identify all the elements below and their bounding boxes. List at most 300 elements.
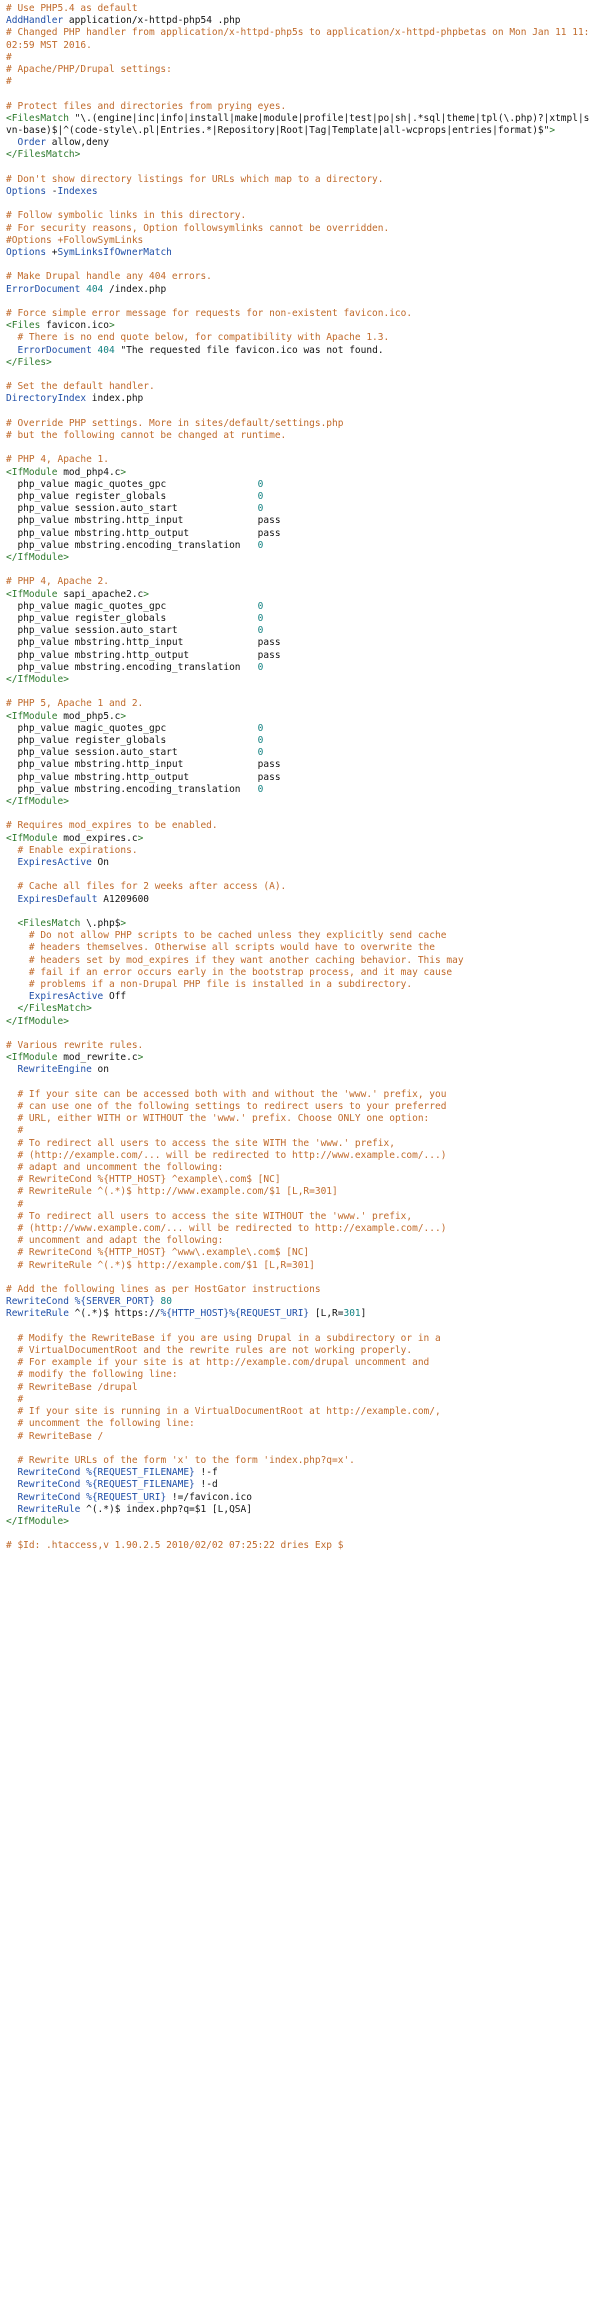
code-directive: RewriteCond: [17, 1467, 81, 1479]
code-line: [6, 698, 594, 710]
code-line: [6, 1150, 594, 1162]
code-text: php_value session.auto_start: [6, 503, 258, 515]
code-line: [6, 1540, 594, 1552]
code-line: [6, 1235, 594, 1247]
code-directive: DirectoryIndex: [6, 393, 87, 405]
code-text: php_value mbstring.http_input pass: [6, 515, 281, 527]
code-line: [6, 1040, 594, 1052]
code-line: [6, 601, 594, 613]
code-line: [6, 1504, 594, 1516]
code-line: [6, 869, 594, 881]
code-text: [6, 918, 17, 929]
code-line: [6, 1186, 594, 1198]
code-comment: #Options +FollowSymLinks: [6, 234, 144, 246]
code-line: [6, 540, 594, 552]
code-tag: <Files: [6, 320, 41, 332]
code-directive: ExpiresActive: [17, 857, 92, 869]
code-comment: #: [6, 51, 12, 63]
code-comment: #: [6, 1198, 24, 1210]
code-line: [6, 1308, 594, 1320]
code-comment: # Requires mod_expires to be enabled.: [6, 820, 218, 832]
code-line: [6, 430, 594, 442]
code-line: [6, 930, 594, 942]
code-comment: # $Id: .htaccess,v 1.90.2.5 2010/02/02 07:25:22 dries Exp $: [6, 1540, 344, 1552]
code-text: php_value mbstring.http_output pass: [6, 771, 281, 783]
code-line: [6, 210, 594, 222]
code-line: [6, 88, 594, 100]
code-number: 301: [343, 1308, 361, 1320]
code-comment: # There is no end quote below, for compatibility with Apache 1.3.: [6, 332, 390, 344]
code-line: [6, 467, 594, 479]
code-line: [6, 808, 594, 820]
code-line: [6, 1174, 594, 1186]
code-text: php_value mbstring.encoding_translation: [6, 539, 258, 551]
code-line: [6, 1357, 594, 1369]
code-number: 0: [257, 600, 264, 612]
code-text: !-f: [194, 1467, 218, 1479]
code-line: [6, 845, 594, 857]
code-text: "\.(engine|inc|info|install|make|module|profile|test|po|sh|.*sql|theme|tpl(\.php)?|xtmpl|svn-base)$|^(code-style\.pl|Entries.*|Repository|Root|Tag|Template|all-wcprops|entries|format)$": [6, 112, 590, 137]
code-directive: ErrorDocument: [6, 283, 81, 295]
code-number: 0: [257, 503, 264, 515]
code-directive: AddHandler: [6, 15, 64, 27]
code-comment: # Set the default handler.: [6, 381, 155, 393]
code-text: +: [46, 247, 58, 259]
code-line: [6, 1028, 594, 1040]
code-line: [6, 418, 594, 430]
code-comment: #: [6, 1393, 24, 1405]
code-line: [6, 381, 594, 393]
code-line: [6, 1418, 594, 1430]
code-line: [6, 308, 594, 320]
code-comment: # RewriteBase /drupal: [6, 1381, 138, 1393]
code-line: [6, 235, 594, 247]
code-line: [6, 979, 594, 991]
code-line: [6, 576, 594, 588]
code-tag: </IfModule>: [6, 674, 69, 686]
code-directive: Order: [17, 137, 47, 149]
code-number: 0: [257, 539, 264, 551]
code-line: [6, 1113, 594, 1125]
code-text: /index.php: [103, 283, 167, 295]
code-comment: # uncomment and adapt the following:: [6, 1235, 224, 1247]
code-line: [6, 1211, 594, 1223]
code-text: [6, 857, 17, 868]
code-text: [6, 894, 17, 905]
code-text: [6, 1479, 17, 1490]
code-tag: </IfModule>: [6, 552, 69, 564]
code-directive: Options: [6, 247, 47, 259]
code-line: [6, 1260, 594, 1272]
code-line: [6, 1369, 594, 1381]
code-comment: # PHP 5, Apache 1 and 2.: [6, 698, 144, 710]
code-line: [6, 759, 594, 771]
code-comment: # Use PHP5.4 as default: [6, 3, 138, 14]
code-comment: # Follow symbolic links in this directory.: [6, 210, 247, 222]
code-comment: # Enable expirations.: [6, 844, 138, 856]
code-number: 0: [257, 478, 264, 490]
code-line: [6, 3, 594, 15]
code-line: [6, 1016, 594, 1028]
code-line: [6, 284, 594, 296]
code-comment: # Modify the RewriteBase if you are using Drupal in a subdirectory or in a: [6, 1332, 441, 1344]
code-line: [6, 1443, 594, 1455]
code-line: [6, 271, 594, 283]
code-text: mod_php5.c: [57, 710, 121, 722]
code-comment: # PHP 4, Apache 1.: [6, 454, 109, 466]
code-directive: SymLinksIfOwnerMatch: [57, 247, 172, 259]
code-text: On: [91, 857, 109, 869]
code-line: [6, 442, 594, 454]
code-line: [6, 296, 594, 308]
code-line: [6, 613, 594, 625]
code-number: 0: [257, 722, 264, 734]
code-number: 80: [160, 1296, 172, 1308]
code-comment: # Cache all files for 2 weeks after access (A).: [6, 881, 287, 893]
code-text: [L,R=: [309, 1308, 344, 1320]
code-tag: >: [120, 466, 127, 478]
code-directive: ExpiresDefault: [17, 893, 98, 905]
code-line: [6, 564, 594, 576]
code-comment: # RewriteRule ^(.*)$ http://example.com/$1 [L,R=301]: [6, 1259, 315, 1271]
code-line: [6, 662, 594, 674]
code-line: [6, 1516, 594, 1528]
code-comment: # Protect files and directories from prying eyes.: [6, 100, 287, 112]
code-text: !-d: [194, 1479, 218, 1491]
code-comment: # Rewrite URLs of the form 'x' to the form 'index.php?q=x'.: [6, 1454, 355, 1466]
code-line: [6, 1077, 594, 1089]
code-number: 0: [257, 491, 264, 502]
code-line: [6, 1406, 594, 1418]
code-number: 0: [257, 661, 264, 673]
code-text: php_value mbstring.encoding_translation: [6, 783, 258, 795]
code-comment: # If your site is running in a VirtualDocumentRoot at http://example.com/,: [6, 1406, 441, 1418]
code-tag: >: [120, 710, 127, 722]
code-text: [6, 1504, 17, 1515]
code-text: sapi_apache2.c: [57, 588, 144, 600]
code-comment: #: [6, 76, 12, 88]
code-comment: # PHP 4, Apache 2.: [6, 576, 109, 588]
code-line: [6, 1138, 594, 1150]
code-line: [6, 1247, 594, 1259]
code-comment: # RewriteCond %{HTTP_HOST} ^www\.example\.com$ [NC]: [6, 1247, 310, 1259]
code-comment: # Force simple error message for requests for non-existent favicon.ico.: [6, 308, 413, 319]
code-tag: >: [549, 125, 556, 137]
code-line: [6, 198, 594, 210]
code-comment: # For example if your site is at http://example.com/drupal uncomment and: [6, 1357, 430, 1369]
code-comment: # Add the following lines as per HostGator instructions: [6, 1284, 321, 1296]
code-comment: # (http://www.example.com/... will be redirected to http://example.com/...): [6, 1223, 447, 1235]
code-line: [6, 1333, 594, 1345]
code-line: [6, 149, 594, 161]
code-text: allow,deny: [46, 137, 109, 149]
code-text: [6, 1003, 17, 1014]
code-tag: <IfModule: [6, 466, 58, 478]
code-line: [6, 1272, 594, 1284]
code-line: [6, 137, 594, 149]
code-line: [6, 589, 594, 601]
code-line: [6, 1467, 594, 1479]
code-line: [6, 1455, 594, 1467]
code-text: "The requested file favicon.ico was not found.: [114, 344, 384, 356]
code-line: [6, 406, 594, 418]
code-comment: # Changed PHP handler from application/x-httpd-php5s to application/x-httpd-phpbetas on Mon Jan 11 11:02:59 MST 2016.: [6, 27, 590, 51]
code-comment: # Don't show directory listings for URLs which map to a directory.: [6, 173, 384, 185]
code-text: favicon.ico: [40, 320, 109, 332]
code-text: php_value session.auto_start: [6, 625, 258, 637]
code-line: [6, 857, 594, 869]
code-line: [6, 772, 594, 784]
code-line: [6, 1296, 594, 1308]
code-line: [6, 1528, 594, 1540]
code-text: php_value register_globals: [6, 613, 258, 625]
code-directive: %{REQUEST_FILENAME}: [86, 1479, 195, 1491]
code-text: [6, 1492, 17, 1503]
code-text: mod_rewrite.c: [57, 1052, 138, 1064]
code-tag: <IfModule: [6, 832, 58, 844]
code-comment: # To redirect all users to access the site WITH the 'www.' prefix,: [6, 1137, 395, 1149]
code-comment: # Make Drupal handle any 404 errors.: [6, 271, 212, 283]
code-line: [6, 747, 594, 759]
code-line: [6, 1284, 594, 1296]
code-text: [6, 137, 17, 148]
code-comment: # fail if an error occurs early in the bootstrap process, and it may cause: [6, 966, 453, 978]
code-text: !=/favicon.ico: [166, 1491, 252, 1503]
code-line: [6, 1431, 594, 1443]
code-line: [6, 15, 594, 27]
code-number: 0: [257, 613, 264, 625]
code-line: [6, 637, 594, 649]
code-line: [6, 223, 594, 235]
code-line: [6, 515, 594, 527]
code-line: [6, 955, 594, 967]
code-line: [6, 906, 594, 918]
code-line: [6, 1223, 594, 1235]
code-text: [6, 991, 29, 1002]
code-text: ^(.*)$ index.php?q=$1 [L,QSA]: [80, 1503, 252, 1515]
code-number: 404: [97, 344, 115, 356]
code-line: [6, 1479, 594, 1491]
code-line: [6, 1394, 594, 1406]
code-comment: # If your site can be accessed both with and without the 'www.' prefix, you: [6, 1088, 447, 1100]
code-text: on: [91, 1064, 109, 1076]
code-directive: %{HTTP_HOST}%{REQUEST_URI}: [160, 1308, 310, 1320]
code-line: [6, 723, 594, 735]
code-line: [6, 686, 594, 698]
code-line: [6, 1064, 594, 1076]
code-line: [6, 76, 594, 88]
code-text: index.php: [86, 393, 144, 405]
code-comment: # modify the following line:: [6, 1369, 178, 1381]
code-line: [6, 357, 594, 369]
code-line: [6, 345, 594, 357]
code-text: mod_php4.c: [57, 466, 121, 478]
code-number: 0: [257, 625, 264, 637]
code-line: [6, 918, 594, 930]
code-text: mod_expires.c: [57, 832, 138, 844]
code-tag: >: [137, 832, 144, 844]
code-line: [6, 711, 594, 723]
code-line: [6, 1321, 594, 1333]
code-number: 0: [257, 735, 264, 747]
code-directive: Options: [6, 186, 47, 198]
code-tag: <FilesMatch: [6, 112, 69, 124]
code-text: php_value magic_quotes_gpc: [6, 478, 258, 490]
code-line: [6, 1052, 594, 1064]
code-comment: # problems if a non-Drupal PHP file is installed in a subdirectory.: [6, 979, 413, 991]
code-line: [6, 991, 594, 1003]
code-tag: </FilesMatch>: [6, 149, 81, 161]
code-line: [6, 1345, 594, 1357]
code-tag: >: [108, 320, 115, 332]
code-comment: # Do not allow PHP scripts to be cached unless they explicitly send cache: [6, 930, 447, 942]
code-comment: # Override PHP settings. More in sites/default/settings.php: [6, 417, 344, 429]
code-number: 0: [257, 783, 264, 795]
code-line: [6, 369, 594, 381]
code-line: [6, 101, 594, 113]
code-line: [6, 174, 594, 186]
code-text: php_value magic_quotes_gpc: [6, 722, 258, 734]
code-line: [6, 528, 594, 540]
code-tag: >: [143, 588, 150, 600]
code-line: [6, 320, 594, 332]
code-directive: RewriteRule: [6, 1308, 69, 1320]
code-line: [6, 833, 594, 845]
code-text: php_value mbstring.http_output pass: [6, 527, 281, 539]
code-tag: </IfModule>: [6, 1015, 69, 1027]
code-text: A1209600: [97, 893, 150, 905]
code-directive: ExpiresActive: [28, 991, 104, 1003]
code-directive: %{SERVER_PORT}: [74, 1296, 155, 1308]
code-comment: # RewriteRule ^(.*)$ http://www.example.com/$1 [L,R=301]: [6, 1186, 338, 1198]
code-line: [6, 552, 594, 564]
code-comment: # For security reasons, Option followsymlinks cannot be overridden.: [6, 222, 390, 234]
code-directive: RewriteRule: [17, 1503, 81, 1515]
code-tag: <IfModule: [6, 588, 58, 600]
code-comment: # URL, either WITH or WITHOUT the 'www.' prefix. Choose ONLY one option:: [6, 1113, 430, 1125]
code-directive: %{REQUEST_FILENAME}: [86, 1467, 195, 1479]
code-line: [6, 1199, 594, 1211]
code-directive: ErrorDocument: [17, 344, 92, 356]
code-text: php_value mbstring.http_input pass: [6, 637, 281, 649]
code-tag: >: [137, 1052, 144, 1064]
code-line: [6, 113, 594, 137]
code-comment: # (http://example.com/... will be redirected to http://www.example.com/...): [6, 1149, 447, 1161]
code-line: [6, 1492, 594, 1504]
code-text: php_value magic_quotes_gpc: [6, 600, 258, 612]
code-directive: RewriteCond: [17, 1491, 81, 1503]
code-text: ^(.*)$ https://: [68, 1308, 161, 1320]
code-line: [6, 674, 594, 686]
code-text: ]: [360, 1308, 367, 1320]
code-comment: # uncomment the following line:: [6, 1418, 195, 1430]
code-text: [6, 1467, 17, 1478]
code-line: [6, 64, 594, 76]
code-line: [6, 650, 594, 662]
code-line: [6, 735, 594, 747]
code-text: \.php$: [80, 918, 121, 930]
code-text: application/x-httpd-php54 .php: [63, 15, 241, 27]
code-comment: #: [6, 1125, 24, 1137]
code-directive: %{REQUEST_URI}: [86, 1491, 167, 1503]
code-text: php_value register_globals: [6, 735, 258, 747]
code-comment: # headers themselves. Otherwise all scripts would have to overwrite the: [6, 942, 435, 954]
code-line: [6, 881, 594, 893]
code-text: -: [46, 186, 58, 198]
code-text: php_value mbstring.http_input pass: [6, 759, 281, 771]
code-number: 0: [257, 747, 264, 759]
code-text: [6, 1064, 17, 1075]
code-comment: # but the following cannot be changed at runtime.: [6, 430, 287, 441]
code-line: [6, 503, 594, 515]
code-tag: </IfModule>: [6, 1515, 69, 1527]
code-text: php_value mbstring.http_output pass: [6, 649, 281, 661]
code-comment: # Apache/PHP/Drupal settings:: [6, 64, 172, 76]
code-comment: # VirtualDocumentRoot and the rewrite rules are not working properly.: [6, 1345, 413, 1357]
code-directive: RewriteCond: [17, 1479, 81, 1491]
code-line: [6, 820, 594, 832]
code-tag: </IfModule>: [6, 796, 69, 808]
code-line: [6, 27, 594, 51]
code-line: [6, 259, 594, 271]
code-line: [6, 796, 594, 808]
code-text: php_value register_globals: [6, 491, 258, 502]
code-tag: </FilesMatch>: [17, 1003, 92, 1015]
code-line: [6, 479, 594, 491]
code-line: [6, 491, 594, 503]
code-text: php_value session.auto_start: [6, 747, 258, 759]
code-line: [6, 162, 594, 174]
code-tag: >: [120, 918, 127, 930]
code-directive: Indexes: [57, 186, 98, 198]
code-line: [6, 1089, 594, 1101]
code-text: php_value mbstring.encoding_translation: [6, 661, 258, 673]
code-tag: <IfModule: [6, 1052, 58, 1064]
code-tag: <IfModule: [6, 710, 58, 722]
code-line: [6, 1162, 594, 1174]
code-line: [6, 186, 594, 198]
code-line: [6, 332, 594, 344]
code-comment: # To redirect all users to access the site WITHOUT the 'www.' prefix,: [6, 1210, 413, 1222]
code-text: [6, 345, 17, 356]
code-tag: <FilesMatch: [17, 918, 81, 930]
code-line: [6, 247, 594, 259]
code-line: [6, 393, 594, 405]
code-line: [6, 942, 594, 954]
code-line: [6, 625, 594, 637]
code-comment: # can use one of the following settings to redirect users to your preferred: [6, 1101, 447, 1113]
code-directive: RewriteEngine: [17, 1064, 92, 1076]
code-line: [6, 454, 594, 466]
code-line: [6, 1003, 594, 1015]
code-number: 404: [86, 283, 104, 295]
code-comment: # adapt and uncomment the following:: [6, 1162, 224, 1174]
code-line: [6, 1101, 594, 1113]
code-line: [6, 967, 594, 979]
code-line: [6, 52, 594, 64]
code-tag: </Files>: [6, 356, 52, 368]
code-line: [6, 1125, 594, 1137]
code-comment: # Various rewrite rules.: [6, 1040, 144, 1052]
code-line: [6, 894, 594, 906]
code-comment: # RewriteBase /: [6, 1430, 104, 1442]
code-line: [6, 1382, 594, 1394]
code-line: [6, 784, 594, 796]
code-directive: RewriteCond: [6, 1296, 69, 1308]
code-comment: # RewriteCond %{HTTP_HOST} ^example\.com$ [NC]: [6, 1174, 281, 1186]
code-comment: # headers set by mod_expires if they want another caching behavior. This may: [6, 954, 464, 966]
code-text: Off: [103, 991, 127, 1003]
